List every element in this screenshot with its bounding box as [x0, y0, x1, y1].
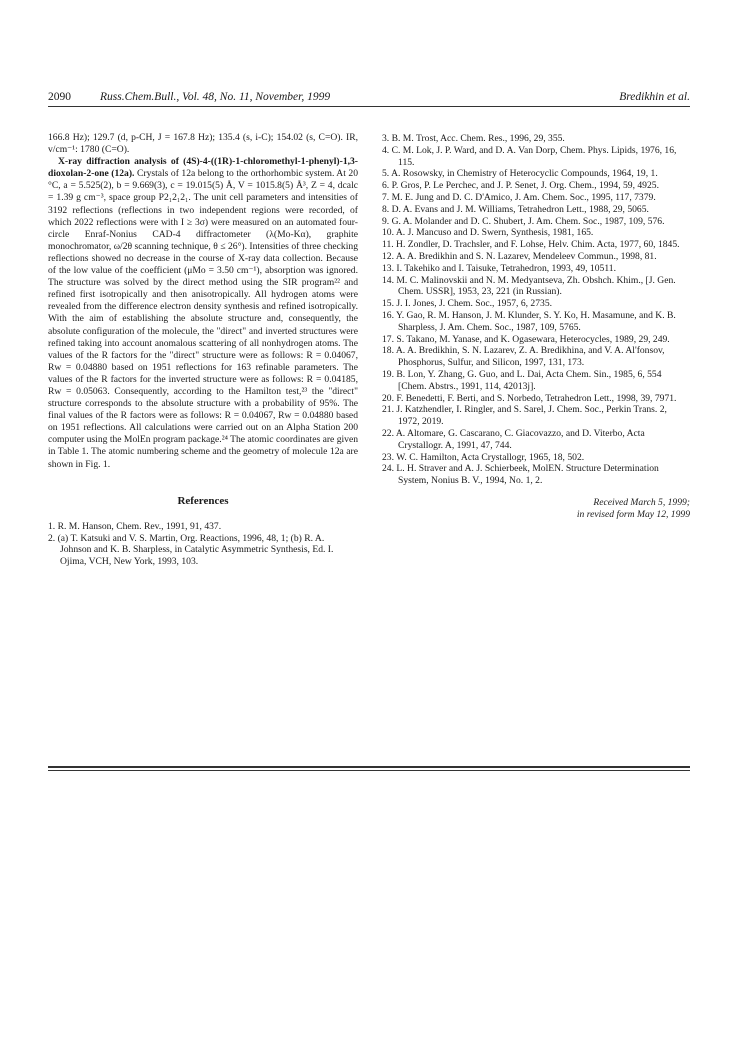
- references-heading: References: [177, 494, 229, 507]
- xray-section-title: X-ray diffraction analysis of (4S)-4-((1R)-1-chloromethyl-1-phenyl)-1,3-dioxolan-2-one (12a).: [48, 156, 358, 180]
- reference-item: 14. M. C. Malinovskii and N. M. Medyantseva, Zh. Obshch. Khim., [J. Gen. Chem. USSR], 1953, 23, 221 (in Russian).: [382, 274, 676, 298]
- reference-item: 3. B. M. Trost, Acc. Chem. Res., 1996, 29, 355.: [382, 133, 565, 144]
- journal-citation: Russ.Chem.Bull., Vol. 48, No. 11, November, 1999: [100, 91, 331, 103]
- footer-rule: [48, 766, 690, 768]
- reference-item: 8. D. A. Evans and J. M. Williams, Tetrahedron Lett., 1988, 29, 5065.: [382, 203, 649, 215]
- reference-item: 20. F. Benedetti, F. Berti, and S. Norbedo, Tetrahedron Lett., 1998, 39, 7971.: [382, 392, 677, 404]
- reference-item: 16. Y. Gao, R. M. Hanson, J. M. Klunder, S. Y. Ko, H. Masamune, and K. B. Sharpless, J. Am. Chem. Soc., 1987, 109, 5765.: [382, 309, 676, 333]
- reference-item: 2. (a) T. Katsuki and V. S. Martin, Org. Reactions, 1996, 48, 1; (b) R. A. Johnson and K. B. Sharpless, in Catalytic Asymmetric Synthesis, Ed. I. Ojima, VCH, New York, 1993, 103.: [48, 532, 334, 568]
- xray-section-text: Crystals of 12a belong to the orthorhombic system. At 20 °C, a = 5.525(2), b = 9.669(3), c = 19.015(5) Å, V = 1015.8(5) Å³, Z = 4, dcalc = 1.39 g cm⁻³, space group P2₁2₁2₁. The unit cell parameters and intensities of 3192 reflections (reflections in two independent regions were recorded, of which 2022 reflections were with I ≥ 3σ) were measured on an automated four-circle Enraf-Nonius CAD-4 diffractometer (λ(Mo-Kα), graphite monochromator, ω/2θ scanning technique, θ ≤ 26°). Intensities of three checking reflections showed no decrease in the course of X-ray data collection. Because of the low value of the coefficient (μMo = 3.50 cm⁻¹), absorption was ignored. The structure was solved by the direct method using the SIR program²² and refined first isotropically and then anisotropically. All hydrogen atoms were revealed from the difference electron density synthesis and refined isotropically. With the aim of establishing the absolute structure and, consequently, the absolute configuration of the molecule, the "direct" and inverted structures were refined taking into account anomalous scattering of all nonhydrogen atoms. The values of the R factors for the "direct" structure were as follows: R = 0.04067, Rw = 0.04880 based on 1951 reflections for 163 refinable parameters. The values of the R factors for the inverted structure were as follows: R = 0.04185, Rw = 0.05063. Consequently, according to the Hamilton test,²³ the "direct" structure corresponds to the absolute structure with a probability of 95%. The final values of the R factors were as follows: R = 0.04067, Rw = 0.04880 based on 1951 reflections. All calculations were carried out on an Alpha Station 200 computer using the MolEn program package.²⁴ The atomic coordinates are given in Table 1. The atomic numbering scheme and the geometry of molecule 12a are shown in Fig. 1.: [48, 168, 359, 470]
- revised-date: in revised form May 12, 1999: [576, 508, 690, 520]
- running-authors: Bredikhin et al.: [619, 91, 690, 103]
- reference-item: 22. A. Altomare, G. Cascarano, C. Giacovazzo, and D. Viterbo, Acta Crystallogr. A, 1991, 47, 744.: [382, 427, 645, 451]
- references-list-right: [382, 133, 690, 487]
- reference-item: 23. W. C. Hamilton, Acta Crystallogr, 1965, 18, 502.: [382, 451, 585, 463]
- reference-item: 10. A. J. Mancuso and D. Swern, Synthesis, 1981, 165.: [382, 227, 594, 239]
- xray-paragraph: [48, 156, 358, 470]
- page-number: 2090: [48, 91, 71, 103]
- nmr-ir-paragraph: 166.8 Hz); 129.7 (d, p-CH, J = 167.8 Hz); 135.4 (s, i-C); 154.02 (s, C=O). IR, v/cm⁻¹: 1780 (C=O).: [48, 132, 358, 156]
- reference-item: 12. A. A. Bredikhin and S. N. Lazarev, Mendeleev Commun., 1998, 81.: [382, 250, 657, 262]
- reference-item: 13. I. Takehiko and I. Taisuke, Tetrahedron, 1993, 49, 10511.: [382, 262, 616, 274]
- reference-item: 9. G. A. Molander and D. C. Shubert, J. Am. Chem. Soc., 1987, 109, 576.: [382, 215, 665, 227]
- right-column: [382, 133, 690, 521]
- reference-item: 11. H. Zondler, D. Trachsler, and F. Lohse, Helv. Chim. Acta, 1977, 60, 1845.: [382, 239, 680, 251]
- header-rule: [48, 106, 690, 107]
- reference-item: 5. A. Rosowsky, in Chemistry of Heterocyclic Compounds, 1964, 19, 1.: [382, 168, 658, 180]
- reference-item: 24. L. H. Straver and A. J. Schierbeek, MolEN. Structure Determination System, Nonius B. V., 1994, No. 1, 2.: [382, 463, 659, 487]
- left-column: [48, 132, 358, 568]
- reference-item: 21. J. Katzhendler, I. Ringler, and S. Sarel, J. Chem. Soc., Perkin Trans. 2, 1972, 2019.: [382, 404, 667, 428]
- reference-item: 19. B. Lon, Y. Zhang, G. Guo, and L. Dai, Acta Chem. Sin., 1985, 6, 554 [Chem. Abstrs., 1991, 114, 42013j].: [382, 368, 662, 392]
- received-dates: [382, 497, 690, 521]
- reference-item: 6. P. Gros, P. Le Perchec, and J. P. Senet, J. Org. Chem., 1994, 59, 4925.: [382, 180, 659, 192]
- reference-item: 17. S. Takano, M. Yanase, and K. Ogasewara, Heterocycles, 1989, 29, 249.: [382, 333, 670, 345]
- reference-item: 4. C. M. Lok, J. P. Ward, and D. A. Van Dorp, Chem. Phys. Lipids, 1976, 16, 115.: [382, 144, 677, 168]
- footer-rule-thin: [48, 770, 690, 771]
- page-header: [48, 88, 690, 106]
- reference-item: 15. J. I. Jones, J. Chem. Soc., 1957, 6, 2735.: [382, 298, 553, 310]
- references-list-left: [48, 521, 358, 568]
- reference-item: 18. A. A. Bredikhin, S. N. Lazarev, Z. A. Bredikhina, and V. A. Al'fonsov, Phosphorus, Sulfur, and Silicon, 1997, 131, 173.: [382, 345, 665, 369]
- received-date: Received March 5, 1999;: [593, 496, 690, 508]
- reference-item: 1. R. M. Hanson, Chem. Rev., 1991, 91, 437.: [48, 520, 222, 532]
- reference-item: 7. M. E. Jung and D. C. D'Amico, J. Am. Chem. Soc., 1995, 117, 7379.: [382, 191, 656, 203]
